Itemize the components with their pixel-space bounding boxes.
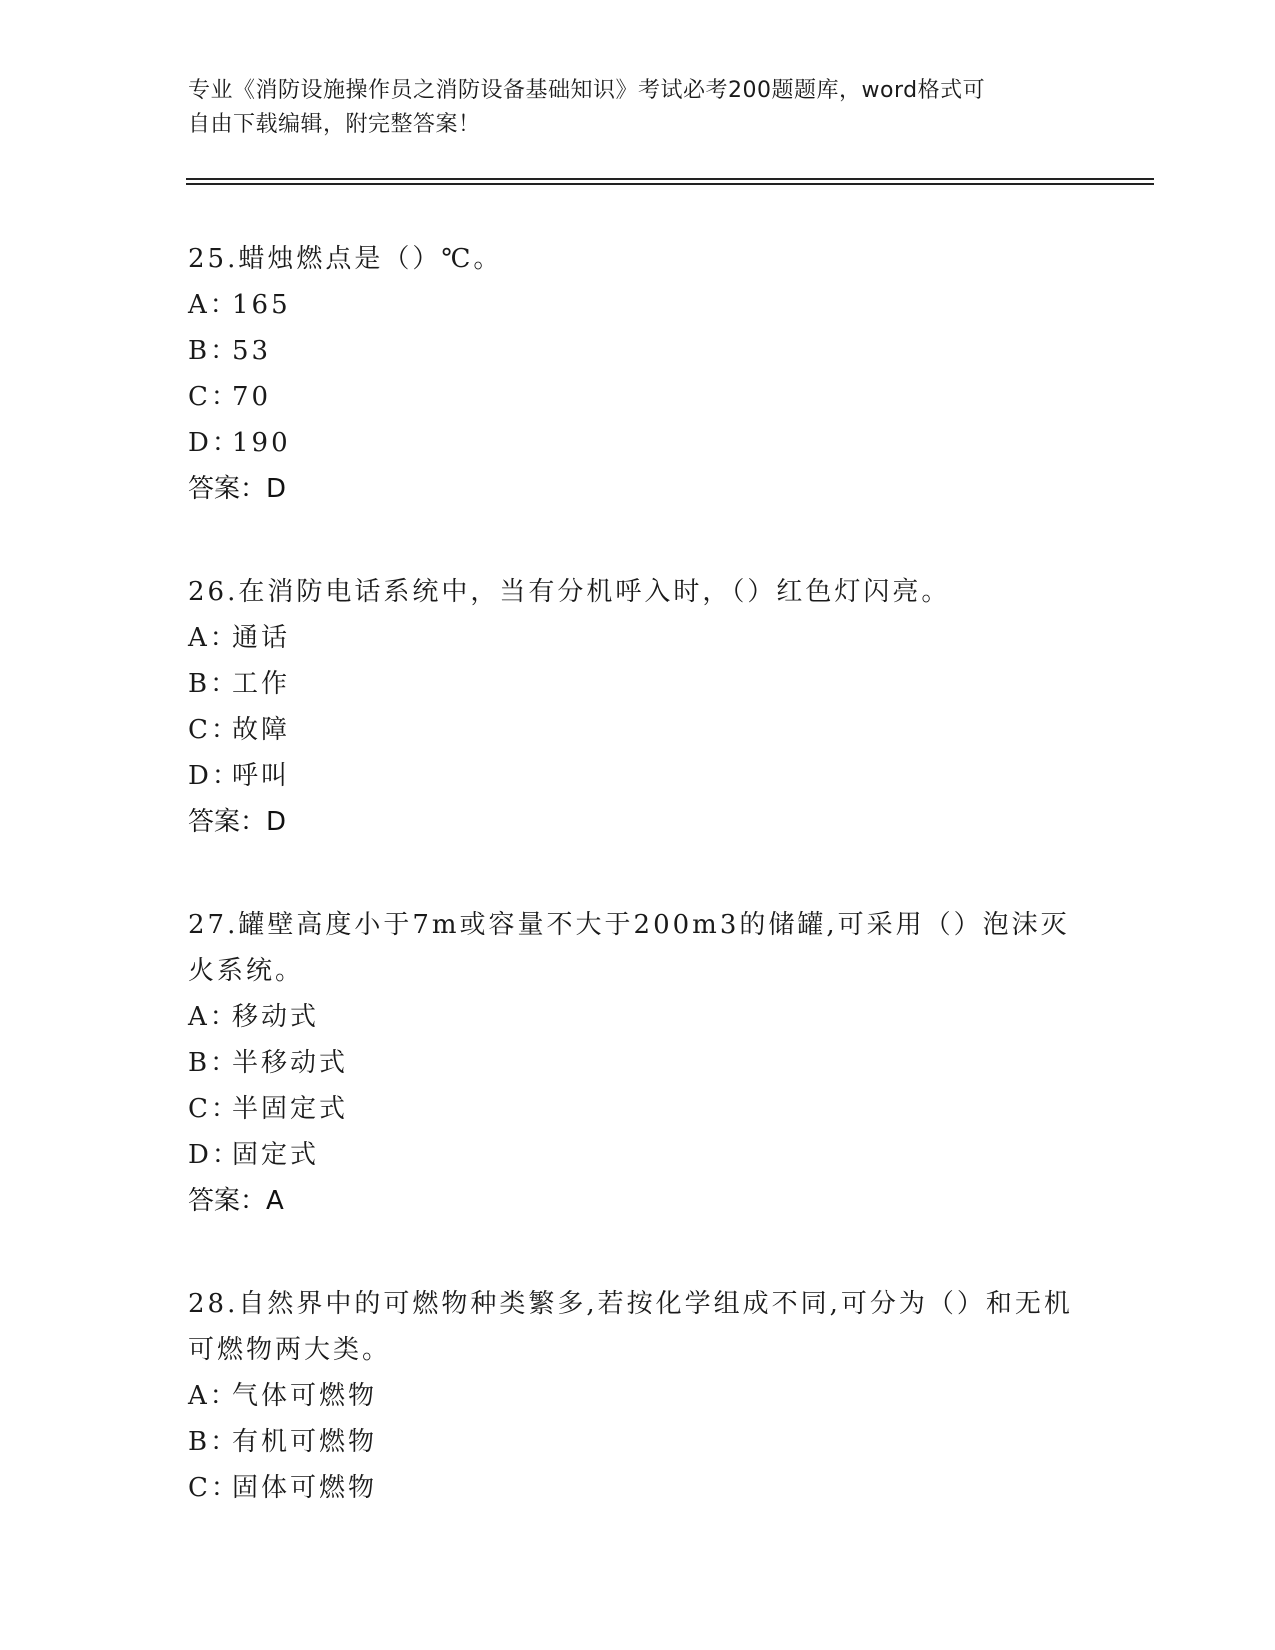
question-28 xyxy=(188,1281,1088,1511)
option-text: 呼叫 xyxy=(232,761,291,791)
option-b xyxy=(188,1419,1088,1465)
option-letter: C： xyxy=(188,382,240,412)
option-text: 半固定式 xyxy=(232,1094,349,1124)
question-25 xyxy=(188,236,1088,512)
header-line-2: 自由下载编辑，附完整答案！ xyxy=(188,112,481,137)
option-d xyxy=(188,420,1088,466)
question-stem: 27.罐壁高度小于7m或容量不大于200m3的储罐,可采用（）泡沫灭火系统。 xyxy=(188,910,1070,986)
option-letter: B： xyxy=(188,1048,240,1078)
option-text: 通话 xyxy=(232,623,291,653)
option-text: 固体可燃物 xyxy=(232,1473,378,1503)
option-letter: D： xyxy=(188,761,241,791)
option-text: 半移动式 xyxy=(232,1048,349,1078)
header-divider-top xyxy=(186,178,1154,180)
option-a xyxy=(188,1373,1088,1419)
option-text: 故障 xyxy=(232,715,291,745)
option-text: 移动式 xyxy=(232,1002,320,1032)
option-letter: C： xyxy=(188,1094,240,1124)
option-a xyxy=(188,282,1088,328)
question-stem: 25.蜡烛燃点是（）℃。 xyxy=(188,244,503,274)
option-letter: C： xyxy=(188,1473,240,1503)
option-letter: B： xyxy=(188,1427,240,1457)
header-line-1: 专业《消防设施操作员之消防设备基础知识》考试必考200题题库，word格式可 xyxy=(188,78,986,103)
option-letter: A： xyxy=(188,623,239,653)
option-letter: A： xyxy=(188,1002,239,1032)
option-b xyxy=(188,1040,1088,1086)
option-letter: A： xyxy=(188,1381,239,1411)
question-stem: 28.自然界中的可燃物种类繁多,若按化学组成不同,可分为（）和无机可燃物两大类。 xyxy=(188,1289,1073,1365)
answer-line: 答案：A xyxy=(188,1186,284,1216)
question-stem: 26.在消防电话系统中，当有分机呼入时，（）红色灯闪亮。 xyxy=(188,577,951,607)
option-d xyxy=(188,1132,1088,1178)
answer-line: 答案：D xyxy=(188,807,287,837)
option-b xyxy=(188,661,1088,707)
option-text: 气体可燃物 xyxy=(232,1381,378,1411)
answer-line: 答案：D xyxy=(188,474,287,504)
option-c xyxy=(188,707,1088,753)
option-a xyxy=(188,994,1088,1040)
option-letter: A： xyxy=(188,290,239,320)
option-a xyxy=(188,615,1088,661)
option-c xyxy=(188,1465,1088,1511)
option-letter: B： xyxy=(188,669,240,699)
header-divider-bottom xyxy=(186,183,1154,185)
option-text: 53 xyxy=(232,336,272,366)
option-letter: D： xyxy=(188,428,241,458)
option-text: 190 xyxy=(232,428,291,458)
option-b xyxy=(188,328,1088,374)
option-c xyxy=(188,1086,1088,1132)
option-text: 固定式 xyxy=(232,1140,320,1170)
option-letter: D： xyxy=(188,1140,241,1170)
option-d xyxy=(188,753,1088,799)
question-26 xyxy=(188,569,1088,845)
option-text: 70 xyxy=(232,382,272,412)
option-text: 工作 xyxy=(232,669,291,699)
question-27 xyxy=(188,902,1088,1224)
option-letter: C： xyxy=(188,715,240,745)
option-letter: B： xyxy=(188,336,240,366)
question-list xyxy=(188,236,1088,1568)
option-c xyxy=(188,374,1088,420)
document-header xyxy=(188,74,1068,142)
option-text: 165 xyxy=(232,290,291,320)
option-text: 有机可燃物 xyxy=(232,1427,378,1457)
